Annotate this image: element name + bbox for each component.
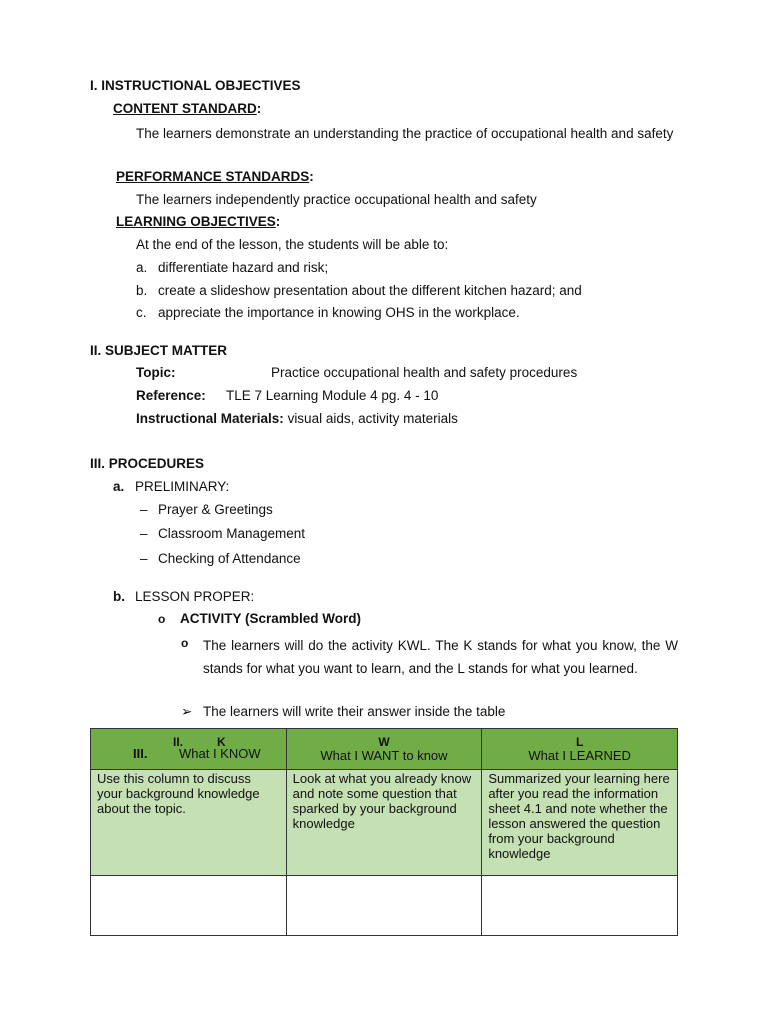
- arrow-instruction: [181, 703, 505, 721]
- kwl-header-row: [91, 729, 678, 770]
- column-title: What I KNOW: [179, 746, 261, 761]
- kwl-cell-learned: [482, 770, 678, 876]
- kwl-answer-want[interactable]: [286, 876, 482, 936]
- kwl-header-k: [91, 729, 287, 770]
- reference-row: [136, 387, 438, 405]
- kwl-answer-know[interactable]: [91, 876, 287, 936]
- roman-numeral: II.: [173, 735, 184, 749]
- section-heading-procedures: III. PROCEDURES: [90, 456, 205, 471]
- list-marker: c.: [136, 305, 147, 320]
- list-marker: a.: [113, 479, 125, 494]
- topic-value: Practice occupational health and safety procedures: [271, 365, 578, 380]
- table-row: [91, 876, 678, 936]
- lesson-proper-label: LESSON PROPER:: [135, 589, 255, 604]
- dash-bullet: –: [140, 551, 148, 566]
- lesson-proper-heading: [113, 588, 254, 606]
- preliminary-item: [140, 501, 273, 519]
- circle-bullet-icon: o: [158, 612, 166, 626]
- cell-text: Use this column to discuss your background knowledge about the topic.: [97, 771, 260, 816]
- materials-row: [136, 410, 458, 428]
- colon: :: [256, 101, 262, 116]
- kwl-header-w: [286, 729, 482, 770]
- content-standard-heading: [113, 100, 261, 118]
- reference-label: Reference:: [136, 388, 206, 403]
- content-standard-label: CONTENT STANDARD: [113, 101, 257, 116]
- preliminary-item-text: Prayer & Greetings: [158, 502, 273, 517]
- arrow-instruction-text: The learners will write their answer inside the table: [203, 704, 506, 719]
- list-marker: a.: [136, 260, 148, 275]
- colon: :: [309, 169, 314, 184]
- preliminary-item: [140, 525, 305, 543]
- column-letter: W: [378, 735, 390, 749]
- preliminary-heading: [113, 478, 229, 496]
- objective-item: [136, 259, 328, 277]
- performance-standards-text: The learners independently practice occupational health and safety: [136, 192, 537, 207]
- kwl-header-l: [482, 729, 678, 770]
- section-heading-objectives: I. INSTRUCTIONAL OBJECTIVES: [90, 78, 301, 93]
- topic-row: [136, 364, 577, 382]
- cell-text: Summarized your learning here after you read the information sheet 4.1 and note whether the lesson answered the question from your background knowledge: [488, 771, 670, 861]
- materials-label: Instructional Materials:: [136, 411, 284, 426]
- learning-objectives-heading: [116, 213, 280, 231]
- performance-label: PERFORMANCE STANDARDS: [116, 169, 310, 184]
- column-letter: K: [217, 735, 226, 749]
- table-row: [91, 770, 678, 876]
- list-marker: b.: [113, 589, 125, 604]
- dash-bullet: –: [140, 502, 148, 517]
- preliminary-item-text: Classroom Management: [158, 526, 306, 541]
- circle-bullet-icon: o: [181, 636, 189, 650]
- activity-description-block: [181, 634, 678, 680]
- preliminary-label: PRELIMINARY:: [135, 479, 230, 494]
- activity-title: ACTIVITY (Scrambled Word): [180, 611, 362, 626]
- objective-text: create a slideshow presentation about the different kitchen hazard; and: [158, 283, 582, 298]
- activity-description: The learners will do the activity KWL. The K stands for what you know, the W stands for what you want to learn, and the L stands for what you learned.: [203, 638, 678, 676]
- list-marker: b.: [136, 283, 148, 298]
- preliminary-item-text: Checking of Attendance: [158, 551, 301, 566]
- dash-bullet: –: [140, 526, 148, 541]
- objective-text: differentiate hazard and risk;: [158, 260, 329, 275]
- topic-label: Topic:: [136, 365, 176, 380]
- reference-value: TLE 7 Learning Module 4 pg. 4 - 10: [226, 388, 439, 403]
- performance-standards-heading: [116, 168, 314, 186]
- content-standard-text: The learners demonstrate an understanding the practice of occupational health and safety: [136, 126, 674, 141]
- objective-item: [136, 304, 520, 322]
- column-letter: L: [575, 735, 584, 749]
- objectives-label: LEARNING OBJECTIVES: [116, 214, 276, 229]
- objectives-intro: At the end of the lesson, the students will be able to:: [136, 237, 449, 252]
- column-title: What I WANT to know: [320, 748, 448, 763]
- objective-text: appreciate the importance in knowing OHS in the workplace.: [158, 305, 520, 320]
- section-heading-subject-matter: II. SUBJECT MATTER: [90, 343, 228, 358]
- activity-heading: [158, 610, 361, 628]
- column-title: What I LEARNED: [528, 748, 631, 763]
- kwl-answer-learned[interactable]: [482, 876, 678, 936]
- kwl-cell-know: [91, 770, 287, 876]
- materials-value: visual aids, activity materials: [287, 411, 458, 426]
- kwl-table: [90, 728, 678, 936]
- roman-numeral: III.: [133, 746, 148, 761]
- cell-text: Look at what you already know and note some question that sparked by your background knowledge: [292, 771, 472, 831]
- kwl-cell-want: [286, 770, 482, 876]
- objective-item: [136, 282, 582, 300]
- arrow-bullet-icon: ➢: [181, 704, 193, 719]
- preliminary-item: [140, 550, 301, 568]
- colon: :: [275, 214, 281, 229]
